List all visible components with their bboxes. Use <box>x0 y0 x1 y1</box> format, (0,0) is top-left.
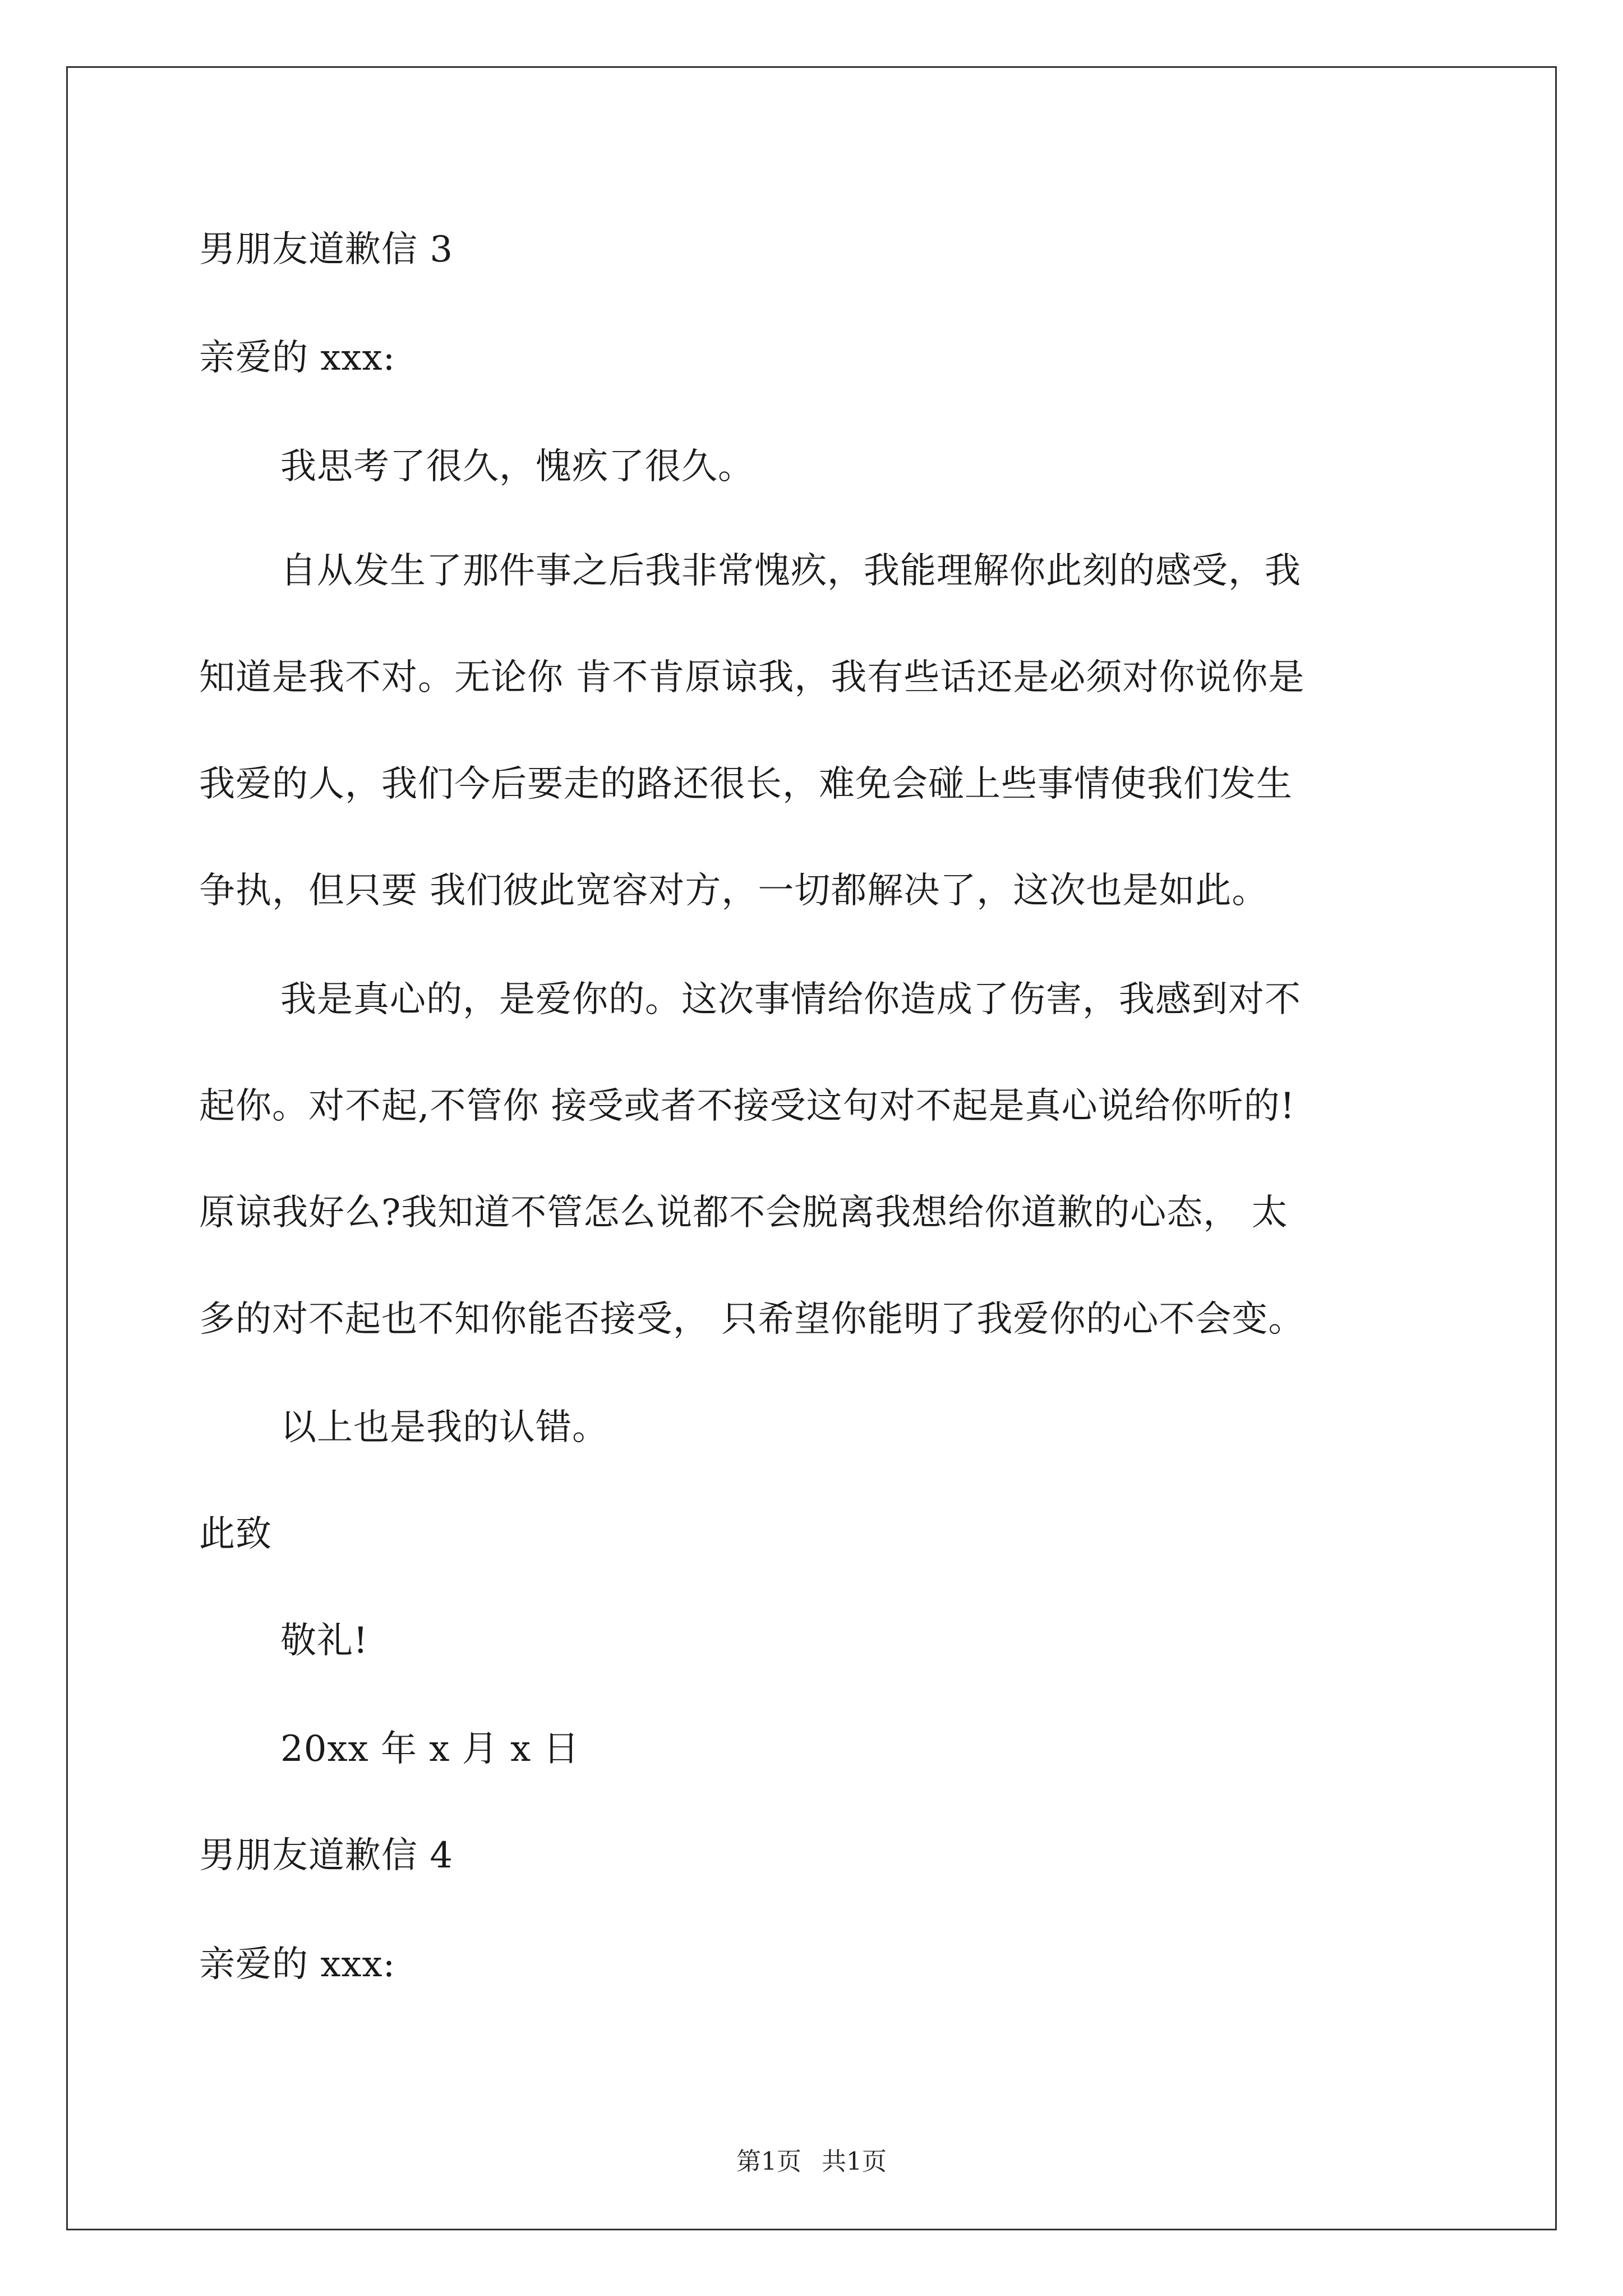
paragraph-line: 我思考了很久，愧疚了很久。 <box>280 446 754 487</box>
salutation: 亲爱的 xxx: <box>199 337 396 379</box>
salutation: 亲爱的 xxx: <box>199 1944 396 1985</box>
letter-date: 20xx 年 x 月 x 日 <box>280 1728 580 1770</box>
paragraph-line: 争执，但只要 我们彼此宽容对方，一切都解决了，这次也是如此。 <box>199 870 1269 912</box>
page-border <box>66 66 1557 2230</box>
paragraph-line: 自从发生了那件事之后我非常愧疚，我能理解你此刻的感受，我 <box>280 550 1301 592</box>
paragraph-line: 我是真心的，是爱你的。这次事情给你造成了伤害，我感到对不 <box>280 979 1301 1020</box>
paragraph-line: 以上也是我的认错。 <box>280 1407 608 1448</box>
letter-title: 男朋友道歉信 3 <box>199 229 454 270</box>
paragraph-line: 多的对不起也不知你能否接受， 只希望你能明了我爱你的心不会变。 <box>199 1299 1305 1340</box>
closing: 此致 <box>199 1513 272 1555</box>
paragraph-line: 起你。对不起,不管你 接受或者不接受这句对不起是真心说给你听的! <box>199 1085 1295 1127</box>
closing-salute: 敬礼! <box>280 1620 368 1662</box>
page-footer <box>0 2146 1623 2178</box>
page-current: 第1页 <box>736 2147 801 2176</box>
paragraph-line: 知道是我不对。无论你 肯不肯原谅我，我有些话还是必须对你说你是 <box>199 657 1305 698</box>
page-total: 共1页 <box>822 2147 887 2176</box>
paragraph-line: 原谅我好么?我知道不管怎么说都不会脱离我想给你道歉的心态， 太 <box>199 1192 1288 1234</box>
letter-title: 男朋友道歉信 4 <box>199 1835 454 1876</box>
paragraph-line: 我爱的人，我们今后要走的路还很长，难免会碰上些事情使我们发生 <box>199 763 1293 805</box>
